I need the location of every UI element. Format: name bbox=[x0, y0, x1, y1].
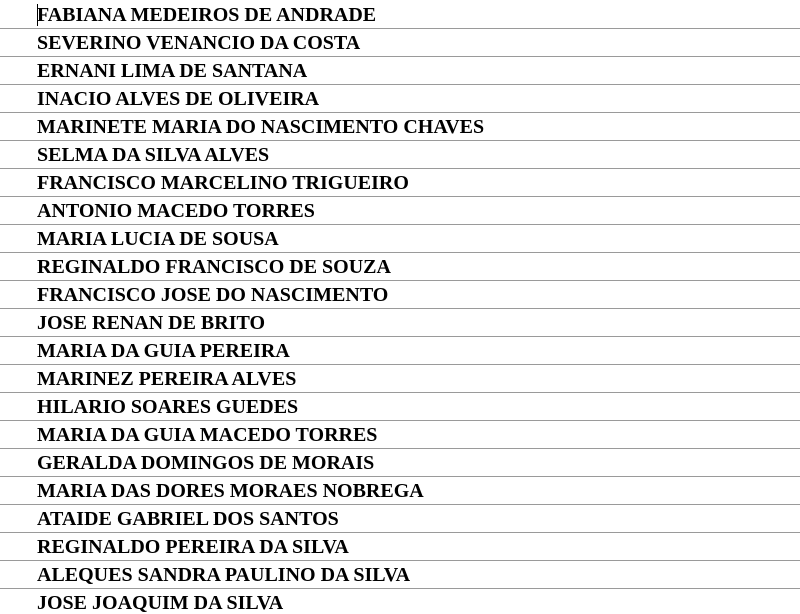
table-row[interactable] bbox=[0, 449, 800, 477]
table-row[interactable] bbox=[0, 589, 800, 614]
name-list bbox=[0, 1, 800, 614]
name-cell: JOSE JOAQUIM DA SILVA bbox=[37, 592, 284, 614]
table-row[interactable] bbox=[0, 337, 800, 365]
name-cell: GERALDA DOMINGOS DE MORAIS bbox=[37, 452, 375, 474]
table-row[interactable] bbox=[0, 365, 800, 393]
name-cell: ANTONIO MACEDO TORRES bbox=[37, 200, 315, 222]
name-cell: FRANCISCO MARCELINO TRIGUEIRO bbox=[37, 172, 409, 194]
name-cell: HILARIO SOARES GUEDES bbox=[37, 396, 299, 418]
table-row[interactable] bbox=[0, 197, 800, 225]
table-row[interactable] bbox=[0, 561, 800, 589]
name-cell: REGINALDO FRANCISCO DE SOUZA bbox=[37, 256, 391, 278]
table-row[interactable] bbox=[0, 85, 800, 113]
table-row[interactable] bbox=[0, 169, 800, 197]
table-row[interactable] bbox=[0, 281, 800, 309]
table-row[interactable] bbox=[0, 253, 800, 281]
name-cell: REGINALDO PEREIRA DA SILVA bbox=[37, 536, 349, 558]
name-cell: ATAIDE GABRIEL DOS SANTOS bbox=[37, 508, 339, 530]
table-row[interactable] bbox=[0, 505, 800, 533]
table-row[interactable] bbox=[0, 1, 800, 29]
name-cell: MARIA DA GUIA MACEDO TORRES bbox=[37, 424, 378, 446]
name-cell: SELMA DA SILVA ALVES bbox=[37, 144, 270, 166]
table-row[interactable] bbox=[0, 113, 800, 141]
name-cell: SEVERINO VENANCIO DA COSTA bbox=[37, 32, 361, 54]
name-cell: JOSE RENAN DE BRITO bbox=[37, 312, 266, 334]
name-cell: ALEQUES SANDRA PAULINO DA SILVA bbox=[37, 564, 411, 586]
table-row[interactable] bbox=[0, 421, 800, 449]
table-row[interactable] bbox=[0, 225, 800, 253]
name-cell: ERNANI LIMA DE SANTANA bbox=[37, 60, 308, 82]
name-cell: MARIA DA GUIA PEREIRA bbox=[37, 340, 290, 362]
name-cell: MARINEZ PEREIRA ALVES bbox=[37, 368, 297, 390]
table-row[interactable] bbox=[0, 57, 800, 85]
table-row[interactable] bbox=[0, 477, 800, 505]
table-row[interactable] bbox=[0, 309, 800, 337]
table-row[interactable] bbox=[0, 393, 800, 421]
name-cell: MARINETE MARIA DO NASCIMENTO CHAVES bbox=[37, 116, 485, 138]
table-row[interactable] bbox=[0, 141, 800, 169]
table-row[interactable] bbox=[0, 533, 800, 561]
name-cell: FRANCISCO JOSE DO NASCIMENTO bbox=[37, 284, 389, 306]
name-cell: MARIA LUCIA DE SOUSA bbox=[37, 228, 279, 250]
table-row[interactable] bbox=[0, 29, 800, 57]
name-cell: INACIO ALVES DE OLIVEIRA bbox=[37, 88, 320, 110]
name-cell: FABIANA MEDEIROS DE ANDRADE bbox=[37, 4, 377, 26]
name-cell: MARIA DAS DORES MORAES NOBREGA bbox=[37, 480, 424, 502]
